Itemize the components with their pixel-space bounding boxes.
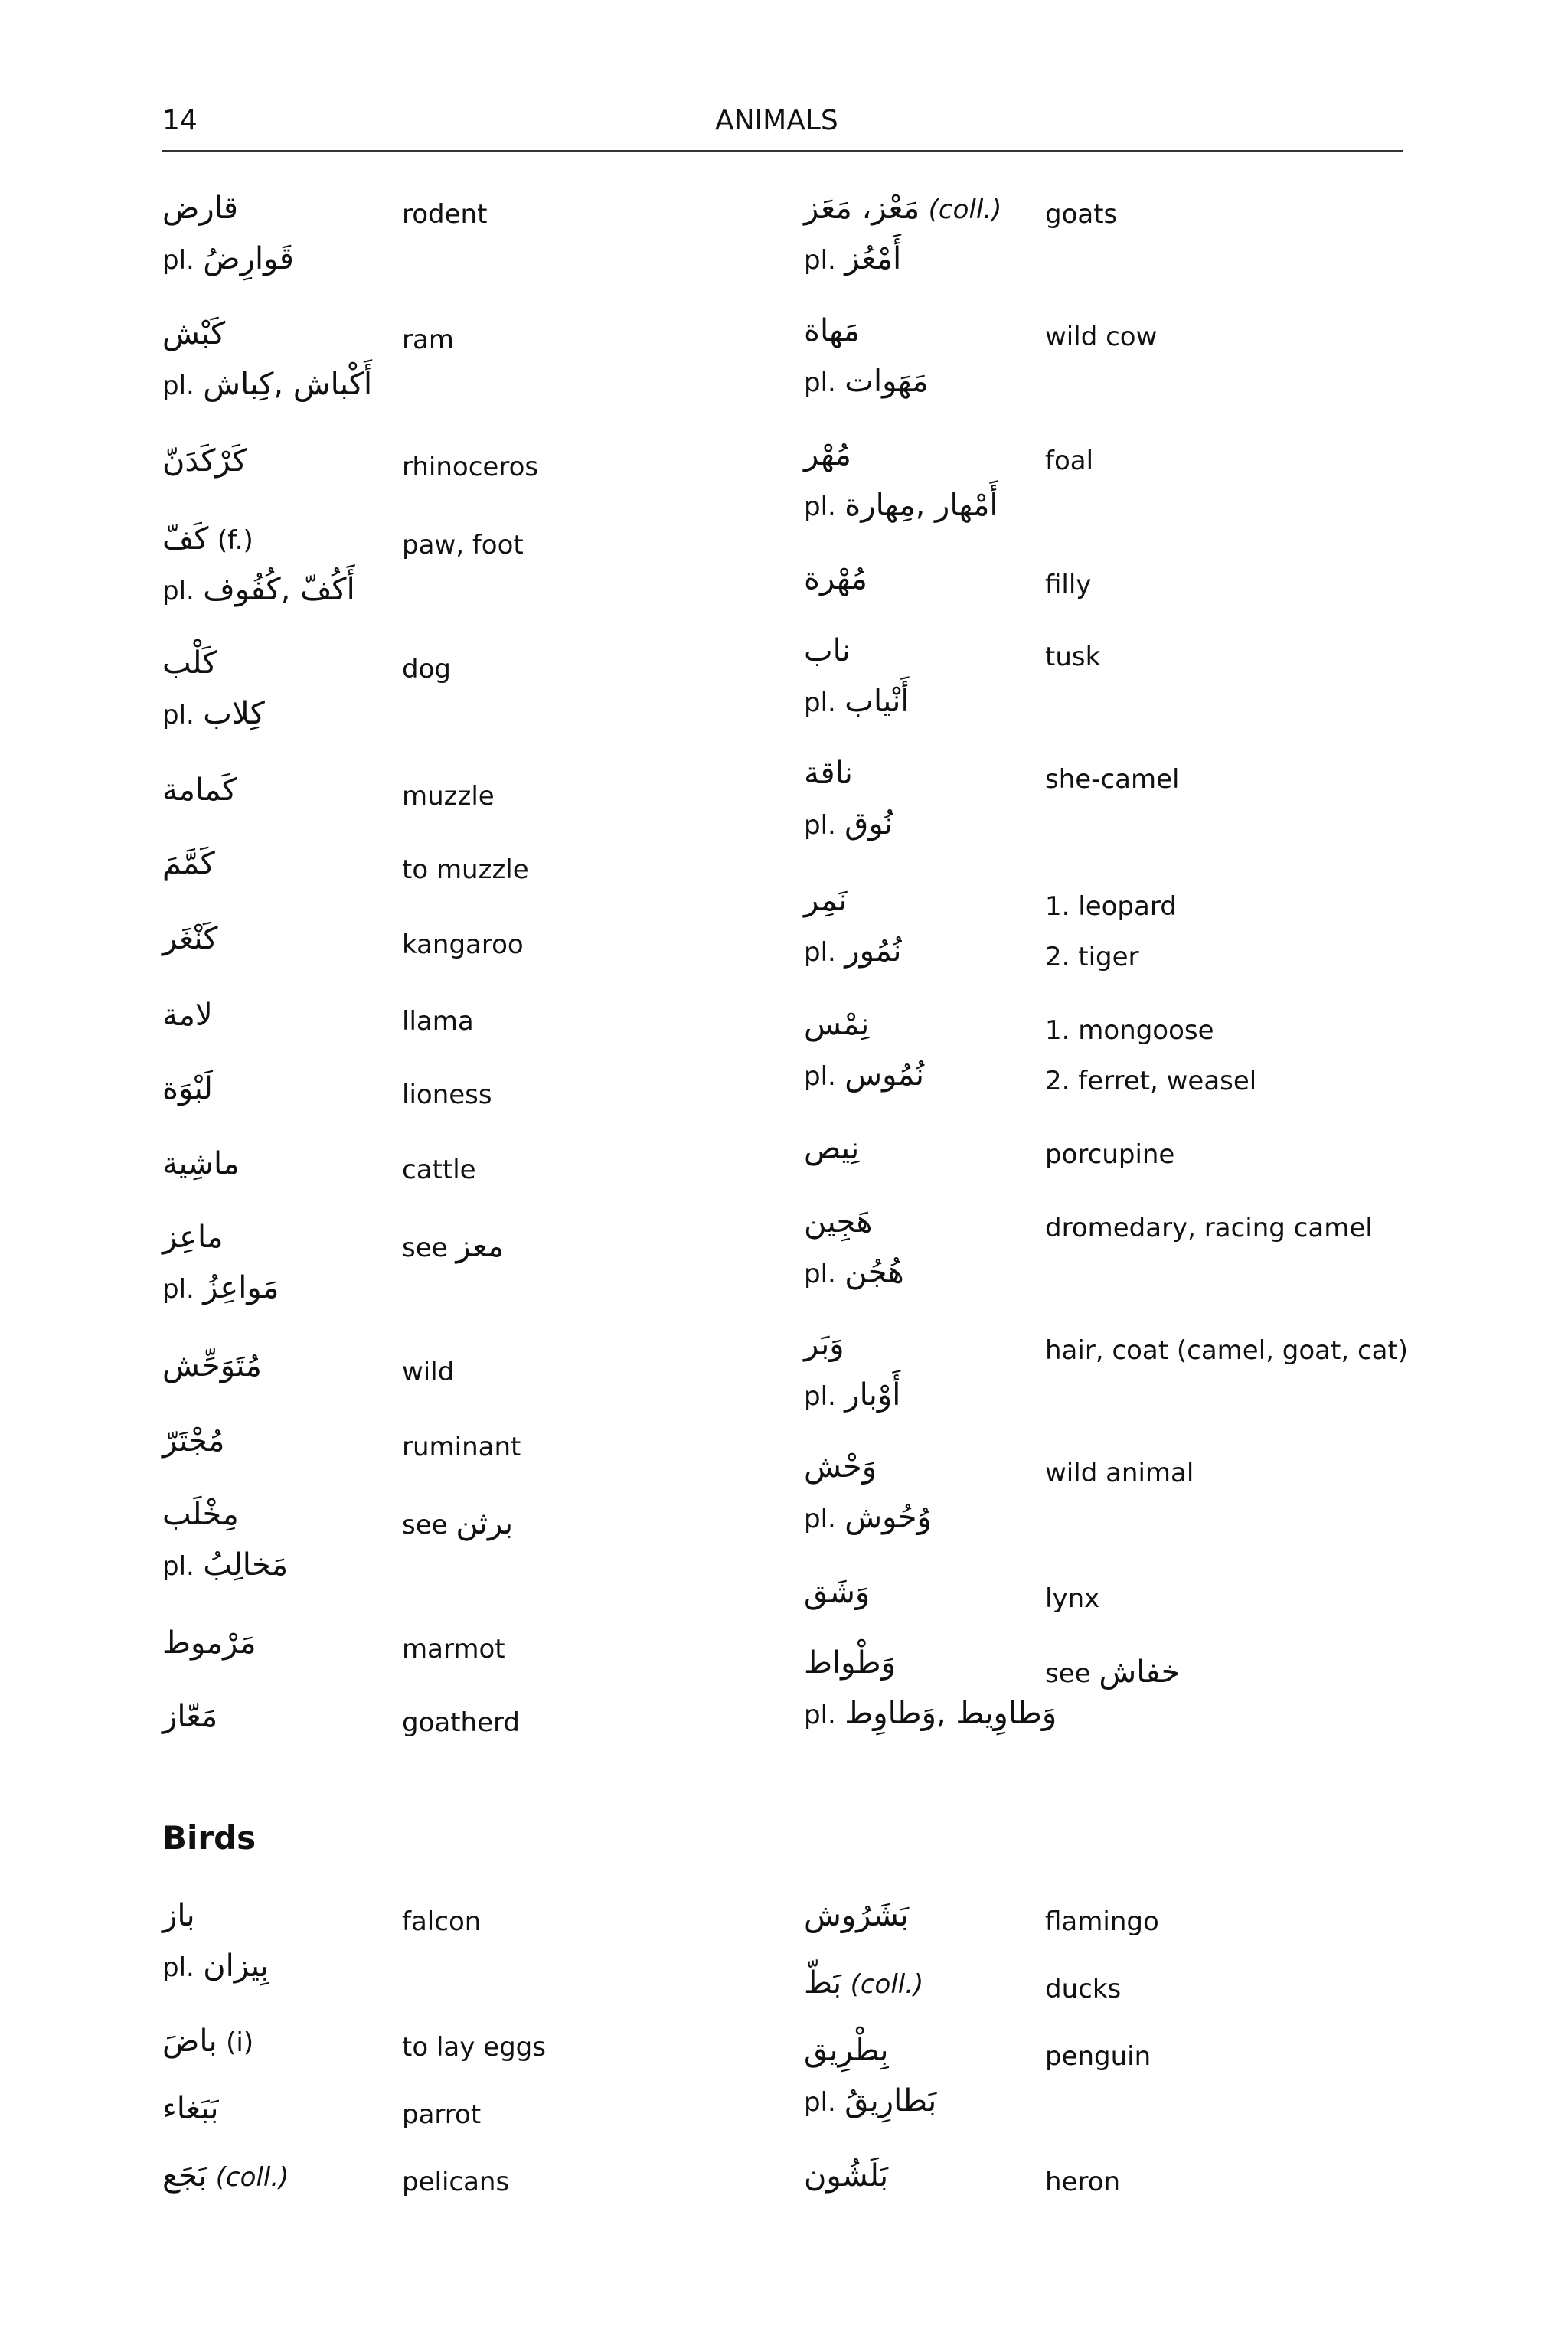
plural-arabic: نُمُور [844,933,902,969]
translation-text: to lay eggs [402,2032,546,2063]
plural-arabic: مَهَوات [844,364,929,399]
plural-line [804,805,893,842]
translation [402,1906,481,1938]
plural-line [804,1377,900,1413]
translation-text: flamingo [1045,1906,1159,1937]
headword-line [804,882,847,919]
headword-note: (coll.) [928,194,1002,225]
plural-line [804,240,901,277]
headword-note: (f.) [217,525,253,556]
translation-text: hair, coat (camel, goat, cat) [1045,1335,1409,1366]
headword-note: (coll.) [215,2162,289,2193]
translation-text: wild [402,1357,455,1387]
headword-line [804,1449,877,1485]
headword-line [162,645,217,681]
translation [402,2167,509,2198]
headword-line [162,1423,224,1459]
headword-line [162,920,217,957]
headword-line [162,997,213,1034]
headword-line [804,1130,859,1167]
plural-arabic: مَخالِبُ [203,1547,289,1583]
translation-second-sense: 2. tiger [1045,942,1139,972]
plural-line [804,933,902,969]
plural-arabic: نُوق [844,806,893,841]
translation [1045,764,1179,795]
translation [1045,1654,1180,1690]
headword-arabic: مُهْر [804,437,851,472]
translation-text: marmot [402,1634,505,1664]
plural-label: pl. [804,2087,836,2118]
headword-line [162,521,253,557]
translation [1045,1583,1099,1615]
plural-arabic: أَكْباش ,كِباش [203,367,373,402]
translation [402,1155,476,1186]
translation-arabic-ref: خفاش [1099,1655,1181,1690]
plural-line [162,1948,269,1984]
plural-line [804,1499,932,1536]
translation-text: lynx [1045,1583,1100,1614]
headword-line [804,312,860,349]
headword-line [804,1574,870,1611]
translation-text: see [402,1233,448,1263]
headword-line [804,2032,889,2069]
translation-text: lioness [402,1080,492,1110]
headword-line [162,315,225,352]
plural-label: pl. [804,1700,836,1730]
headword-line [162,1496,239,1533]
headword-line [162,845,215,882]
plural-label: pl. [162,1274,194,1305]
headword-line [162,1625,256,1661]
page-number: 14 [162,105,198,136]
headword-arabic: وَشَق [804,1575,871,1610]
translation [1045,199,1117,230]
headword-line [162,443,247,479]
translation-arabic-ref: معز [456,1229,505,1264]
plural-arabic: أَكُفّ ,كُفُوف [203,572,355,607]
plural-label: pl. [162,700,194,730]
translation [402,2032,546,2063]
translation-text: wild cow [1045,322,1158,352]
plural-arabic: أَنْياب [844,684,910,719]
translation [1045,1015,1214,1047]
headword-line [804,1897,909,1934]
translation-text: rhinoceros [402,452,539,482]
translation [402,854,529,886]
headword-line [804,190,1001,227]
plural-arabic: قَوارِضُ [203,241,294,276]
headword-note: (coll.) [850,1969,924,2000]
plural-label: pl. [804,1259,836,1289]
translation-text: dog [402,654,451,684]
headword-arabic: مَعّاز [162,1699,218,1734]
translation-text: rodent [402,199,488,230]
translation-text: wild animal [1045,1458,1194,1488]
headword-line [804,560,867,597]
headword-line [162,1698,217,1735]
headword-arabic: بَجَع [162,2158,207,2194]
headword-line [804,1006,869,1043]
headword-line [162,190,238,227]
plural-arabic: نُمُوس [844,1057,925,1093]
plural-label: pl. [804,245,836,276]
headword-arabic: كَفّ [162,521,209,557]
plural-label: pl. [804,1381,836,1412]
headword-arabic: نَمِر [804,883,848,918]
headword-arabic: كَلْب [162,645,217,681]
translation [1045,322,1157,353]
headword-arabic: مِخْلَب [162,1497,239,1532]
headword-line [804,436,851,473]
section-title-birds: Birds [162,1819,256,1857]
plural-label: pl. [162,1952,194,1983]
plural-arabic: مَواعِزُ [203,1270,279,1305]
headword-line [804,2158,888,2194]
plural-label: pl. [804,492,836,522]
plural-arabic: كِلاب [203,696,265,731]
plural-line [162,695,265,732]
translation-text: parrot [402,2099,482,2130]
translation-text: heron [1045,2167,1121,2197]
headword-arabic: بَلَشُون [804,2158,889,2194]
translation-text: dromedary, racing camel [1045,1213,1373,1243]
plural-label: pl. [804,810,836,841]
headword-note: (i) [226,2027,254,2058]
plural-label: pl. [804,1504,836,1534]
translation-text: ram [402,325,454,355]
headword-arabic: ماعِز [162,1220,224,1255]
translation [1045,891,1177,923]
translation [402,530,524,561]
headword-arabic: كَبْش [162,316,226,351]
translation-text: ruminant [402,1432,521,1462]
translation-text: muzzle [402,781,495,812]
translation [402,1432,521,1463]
translation [402,1006,474,1037]
headword-arabic: ناقة [804,756,853,791]
translation [402,452,538,483]
translation [402,199,487,230]
headword-arabic: كَمَّمَ [162,846,215,881]
headword-line [162,1348,262,1384]
plural-label: pl. [804,1061,836,1092]
headword-arabic: مَرْموط [162,1625,256,1661]
translation-text: see [402,1510,448,1540]
translation-text: to muzzle [402,854,529,885]
translation-text: 1. mongoose [1045,1015,1214,1046]
page-title: ANIMALS [715,105,838,136]
headword-arabic: بَطّ [804,1965,842,2001]
headword-line [162,2023,253,2060]
plural-line [804,2082,936,2119]
headword-arabic: مَعْز، مَعَز [804,191,920,226]
translation [1045,642,1100,673]
headword-arabic: بَشَرُوش [804,1898,910,1933]
plural-line [162,1547,288,1583]
translation-text: kangaroo [402,929,524,960]
translation-text: tusk [1045,642,1101,672]
headword-arabic: وَطْواط [804,1645,896,1681]
translation [1045,2041,1151,2073]
plural-label: pl. [804,688,836,718]
plural-arabic: أَمْهار ,مِهارة [844,488,998,523]
translation-text: goats [1045,199,1118,230]
plural-line [804,1254,904,1291]
headword-line [162,1145,240,1182]
translation [402,325,454,356]
translation-text: 1. leopard [1045,891,1177,922]
translation-text: llama [402,1006,474,1037]
plural-line [162,366,372,403]
translation-text: falcon [402,1906,482,1937]
headword-arabic: ماشِية [162,1146,240,1181]
headword-arabic: مُهْرة [804,561,867,596]
translation [1045,1906,1159,1938]
translation-text: ducks [1045,1974,1122,2004]
translation [402,1228,504,1265]
translation [402,1505,513,1542]
translation [1045,1213,1373,1244]
plural-line [804,683,909,720]
headword-arabic: مَهاة [804,313,861,348]
translation-text: see [1045,1658,1091,1689]
plural-arabic: أَوْبار [844,1377,901,1413]
headword-arabic: نِيص [804,1131,860,1166]
translation [402,1357,454,1388]
translation [402,1707,520,1739]
translation-text: goatherd [402,1707,520,1738]
translation [402,2099,481,2131]
headword-line [162,1897,195,1934]
translation [1045,1335,1408,1367]
plural-arabic: وَطاوِيط ,وَطاوِط [844,1696,1057,1731]
headword-arabic: بَبَغاء [162,2091,219,2126]
translation-text: pelicans [402,2167,510,2197]
headword-arabic: كَمامة [162,773,237,808]
plural-label: pl. [162,1551,194,1582]
headword-line [162,2090,219,2127]
translation-text: filly [1045,570,1092,600]
headword-arabic: لَبْوَة [162,1071,213,1106]
headword-arabic: مُجْتَرّ [162,1423,225,1459]
plural-line [162,1269,279,1306]
headword-line [162,772,237,808]
headword-line [804,1326,844,1363]
headword-line [162,1070,213,1107]
translation [402,929,524,961]
translation-text: porcupine [1045,1139,1175,1170]
headword-arabic: وَحْش [804,1449,877,1485]
translation [1045,2167,1120,2198]
headword-line [804,632,851,669]
translation-text: foal [1045,446,1094,476]
translation-text: penguin [1045,2041,1152,2072]
plural-label: pl. [162,245,194,276]
headword-line [804,755,853,792]
translation [402,654,451,685]
plural-line [804,487,998,524]
plural-label: pl. [162,371,194,401]
translation [1045,1139,1174,1171]
translation-arabic-ref: برثن [456,1506,514,1541]
translation [402,1080,492,1111]
plural-line [804,363,929,400]
headword-arabic: كَنْغَر [162,921,218,956]
translation [1045,570,1091,601]
headword-arabic: باز [162,1898,195,1933]
headword-arabic: ناب [804,633,851,668]
plural-label: pl. [804,368,836,398]
translation [402,781,495,812]
headword-arabic: لامة [162,998,213,1033]
headword-line [162,1219,224,1256]
headword-arabic: نِمْس [804,1007,870,1042]
headword-arabic: قارض [162,191,238,226]
translation-text: she-camel [1045,764,1180,795]
translation [402,1634,505,1665]
translation [1045,446,1093,477]
headword-arabic: باضَ [162,2024,217,2059]
plural-line [162,240,294,277]
plural-line [804,1695,1057,1732]
headword-arabic: بِطْرِيق [804,2033,889,2068]
headword-line [804,1965,923,2001]
plural-arabic: بَطارِيقُ [844,2083,937,2118]
headword-line [804,1204,872,1240]
translation-text: cattle [402,1155,476,1185]
headword-arabic: هَجِين [804,1204,873,1240]
translation-text: paw, foot [402,530,524,560]
plural-line [162,571,355,608]
translation [1045,1974,1121,2005]
plural-arabic: هُجُن [844,1255,904,1290]
headword-arabic: مُتَوَحِّش [162,1348,262,1383]
plural-arabic: بِيزان [203,1949,270,1984]
header-rule [162,150,1403,152]
plural-label: pl. [162,576,194,606]
plural-arabic: وُحُوش [844,1500,932,1535]
headword-line [162,2158,289,2194]
headword-line [804,1645,896,1681]
plural-arabic: أَمْعُز [844,241,902,276]
translation [1045,1458,1194,1489]
headword-arabic: كَرْكَدَنّ [162,443,247,479]
plural-line [804,1057,924,1093]
translation-second-sense: 2. ferret, weasel [1045,1066,1257,1096]
plural-label: pl. [804,937,836,968]
headword-arabic: وَبَر [804,1327,844,1362]
